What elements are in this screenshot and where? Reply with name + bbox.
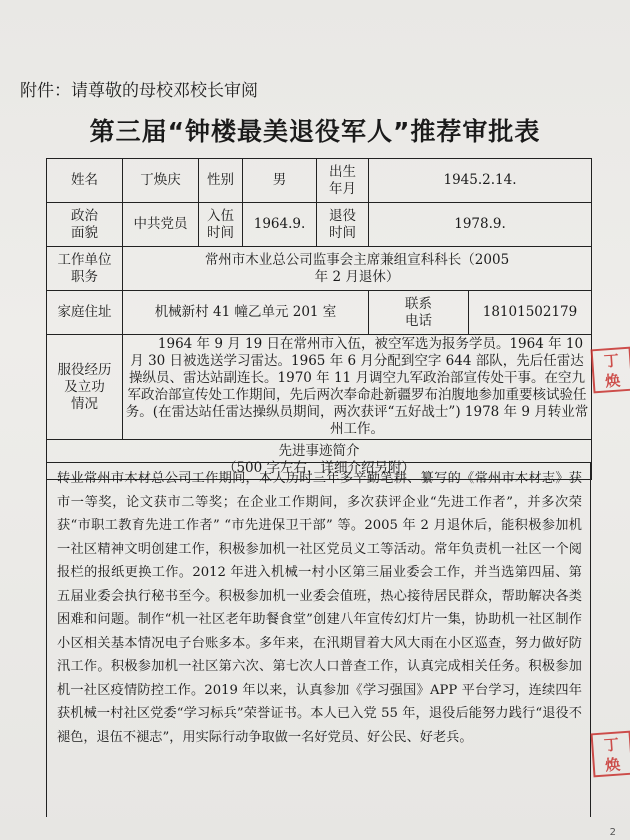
gender-value: 男 <box>243 159 317 203</box>
deeds-title: 先进事迹简介 <box>278 442 360 459</box>
name-seal-stamp-upper: 丁 焕 <box>591 347 630 394</box>
address-value: 机械新村 41 幢乙单元 201 室 <box>123 291 369 335</box>
service-label: 服役经历 及立功 情况 <box>47 335 123 440</box>
enlist-label: 入伍 时间 <box>199 203 243 247</box>
deeds-body-text: 转业常州市木材总公司工作期间，本人历时三年多辛勤笔耕、纂写的《常州市木材志》获市一等奖，论文获市二等奖；在企业工作期间，多次获评企业“先进工作者”，并多次荣获“市职工教育先进工作者” “市先进保卫干部” 等。2005 年 2 月退休后，能积极参加机一社区精神文明创建工作，积极参加机一社区党员义工等活动。常年负责机一社区一个阅报栏的报纸更换工作。2012 年进入机械一村小区第三届业委会工作，并当选第四届、第五届业委会执行秘书至今。积极参加机一业委会值班，热心接待居民群众，帮助解决各类困难和问题。制作“机一社区老年助餐食堂”创建八年宣传幻灯片一集，协助机一社区制作小区相关基本情况电子台账多本。多年来，在汛期冒着大风大雨在小区巡查，努力做好防汛工作。积极参加机一社区第六次、第七次人口普查工作，认真完成相关任务。积极参加机一社区疫情防控工作。2019 年以来，认真参加《学习强国》APP 平台学习，连续四年获机械一村社区党委“学习标兵”荣誉证书。本人已入党 55 年，退役后能努力践行“退役不褪色，退伍不褪志”，用实际行动争取做一名好党员、好公民、好老兵。 <box>46 462 591 817</box>
gender-label: 性别 <box>199 159 243 203</box>
name-label: 姓名 <box>47 159 123 203</box>
page-title: 第三届“钟楼最美退役军人”推荐审批表 <box>89 117 541 146</box>
phone-label: 联系 电话 <box>369 291 469 335</box>
name-value: 丁焕庆 <box>123 159 199 203</box>
retire-label: 退役 时间 <box>317 203 369 247</box>
enlist-value: 1964.9. <box>243 203 317 247</box>
politics-label: 政治 面貌 <box>47 203 123 247</box>
service-history-text: 1964 年 9 月 19 日在常州市入伍，被空军选为报务学员。1964 年 10 月 30 日被选送学习雷达。1965 年 6 月分配到空字 644 部队，先后任雷达操纵员、雷达站副连长。1970 年 11 月调空九军政治部宣传处干事。在空九军政治部宣传处工作期间，先后两次奉命赴新疆罗布泊腹地参加重要核试验任务。(在雷达站任雷达操纵员期间，两次获评“五好战士”) 1978 年 9 月转业常州工作。 <box>123 335 592 440</box>
birth-value: 1945.2.14. <box>369 159 592 203</box>
page-number: 2 <box>609 827 616 838</box>
deeds-subtitle: （500 字左右，详细介绍另附） <box>222 459 416 476</box>
attachment-note: 附件：请尊敬的母校邓校长审阅 <box>20 81 258 101</box>
name-seal-stamp-lower: 丁 焕 <box>591 731 630 778</box>
work-unit-label: 工作单位 职务 <box>47 247 123 291</box>
approval-form-table <box>46 158 592 480</box>
work-unit-value: 常州市木业总公司监事会主席兼组宣科科长（2005 年 2 月退休） <box>123 247 592 291</box>
retire-value: 1978.9. <box>369 203 592 247</box>
phone-value: 18101502179 <box>469 291 592 335</box>
address-label: 家庭住址 <box>47 291 123 335</box>
birth-label: 出生 年月 <box>317 159 369 203</box>
politics-value: 中共党员 <box>123 203 199 247</box>
